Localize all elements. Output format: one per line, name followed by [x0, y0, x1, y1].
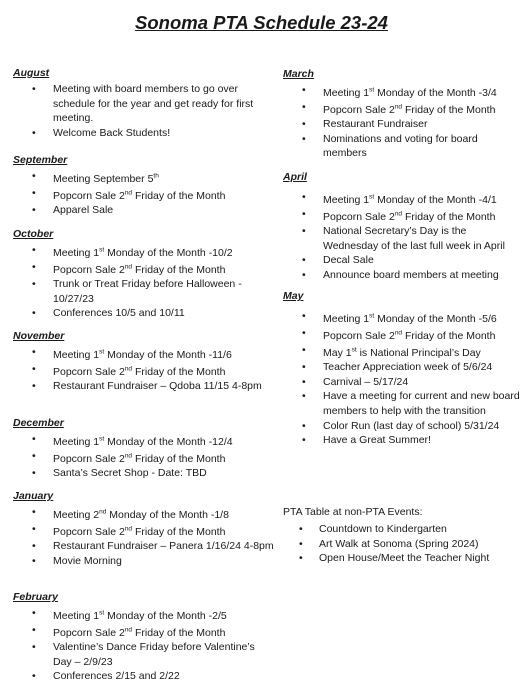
- item-list: [13, 505, 275, 568]
- item-text: Open House/Meet the Teacher Night: [319, 552, 490, 565]
- bullet-icon: •: [299, 537, 303, 550]
- bullet-icon: •: [32, 554, 36, 567]
- bullet-icon: •: [32, 126, 36, 139]
- list-item: [13, 345, 275, 362]
- item-text: May 1st is National Principal’s Day: [323, 346, 481, 359]
- item-text: Popcorn Sale 2nd Friday of the Month: [323, 103, 496, 116]
- bullet-icon: •: [302, 419, 306, 432]
- list-item: [13, 260, 275, 277]
- section-march: [283, 68, 521, 161]
- month-heading: September: [13, 154, 68, 166]
- list-item: [283, 419, 521, 434]
- list-item: [13, 606, 275, 623]
- list-item: [13, 669, 275, 684]
- item-text: Apparel Sale: [53, 204, 114, 217]
- bullet-icon: •: [302, 118, 306, 131]
- item-text: Welcome Back Students!: [53, 126, 171, 139]
- bullet-icon: •: [32, 624, 36, 637]
- bullet-icon: •: [299, 552, 303, 565]
- list-item: [13, 379, 275, 394]
- item-text: Trunk or Treat Friday before Halloween - 10/27/23: [53, 278, 242, 305]
- list-item: [283, 433, 521, 448]
- item-text: Meeting 1st Monday of the Month -2/5: [53, 609, 227, 622]
- section-february: [13, 591, 275, 684]
- list-item: [283, 100, 521, 117]
- list-item: [13, 640, 275, 669]
- bullet-icon: •: [32, 380, 36, 393]
- bullet-icon: •: [32, 467, 36, 480]
- section-november: [13, 330, 275, 394]
- list-item: [13, 554, 275, 569]
- list-item: [13, 126, 275, 141]
- list-item: [283, 253, 521, 268]
- bullet-icon: •: [302, 434, 306, 447]
- section-april: [283, 171, 521, 283]
- item-list: [283, 522, 521, 566]
- item-text: Popcorn Sale 2nd Friday of the Month: [53, 189, 226, 202]
- list-item: [283, 224, 521, 253]
- bullet-icon: •: [32, 607, 36, 619]
- list-item: [283, 268, 521, 283]
- item-text: Meeting 1st Monday of the Month -4/1: [323, 193, 497, 206]
- bullet-icon: •: [302, 327, 306, 340]
- item-text: Meeting 1st Monday of the Month -12/4: [53, 435, 233, 448]
- month-heading: April: [283, 171, 307, 183]
- bullet-icon: •: [302, 101, 306, 114]
- item-text: Teacher Appreciation week of 5/6/24: [323, 361, 493, 374]
- bullet-icon: •: [32, 363, 36, 376]
- item-list: [13, 432, 275, 481]
- month-heading: October: [13, 228, 54, 240]
- bullet-icon: •: [302, 225, 306, 238]
- list-item: [283, 117, 521, 132]
- list-item: [13, 505, 275, 522]
- item-list: [13, 606, 275, 684]
- item-text: Popcorn Sale 2nd Friday of the Month: [53, 452, 226, 465]
- item-text: Conferences 2/15 and 2/22: [53, 670, 180, 683]
- item-text: Santa’s Secret Shop - Date: TBD: [53, 467, 207, 480]
- list-item: [13, 277, 275, 306]
- list-item: [283, 375, 521, 390]
- item-text: Movie Morning: [53, 554, 122, 567]
- bullet-icon: •: [302, 84, 306, 96]
- list-item: [283, 83, 521, 100]
- bullet-icon: •: [32, 346, 36, 358]
- list-item: [283, 326, 521, 343]
- item-text: Color Run (last day of school) 5/31/24: [323, 419, 500, 432]
- item-text: Art Walk at Sonoma (Spring 2024): [319, 537, 479, 550]
- bullet-icon: •: [302, 268, 306, 281]
- list-item: [283, 190, 521, 207]
- list-item: [13, 203, 275, 218]
- item-list: [13, 345, 275, 394]
- item-text: Have a meeting for current and new board members to help with the transition: [323, 390, 520, 418]
- item-text: Meeting 1st Monday of the Month -11/6: [53, 348, 232, 361]
- section-january: [13, 490, 275, 568]
- month-heading: March: [283, 68, 314, 80]
- section-december: [13, 417, 275, 481]
- item-list: [283, 83, 521, 161]
- item-text: Restaurant Fundraiser: [323, 118, 428, 131]
- item-list: [13, 169, 275, 218]
- bullet-icon: •: [32, 83, 36, 95]
- bullet-icon: •: [32, 170, 36, 182]
- list-item: [283, 522, 521, 537]
- bullet-icon: •: [299, 523, 303, 535]
- section-september: [13, 154, 275, 218]
- list-item: [283, 207, 521, 224]
- list-item: [283, 360, 521, 375]
- item-list: [283, 309, 521, 448]
- list-item: [283, 537, 521, 552]
- month-heading: August: [13, 67, 50, 79]
- item-text: Meeting 1st Monday of the Month -5/6: [323, 312, 497, 325]
- list-item: [13, 449, 275, 466]
- bullet-icon: •: [302, 132, 306, 145]
- bullet-icon: •: [32, 307, 36, 320]
- bullet-icon: •: [32, 187, 36, 200]
- month-heading: December: [13, 417, 64, 429]
- item-text: Popcorn Sale 2nd Friday of the Month: [53, 263, 226, 276]
- item-text: Popcorn Sale 2nd Friday of the Month: [53, 365, 226, 378]
- list-item: [13, 539, 275, 554]
- item-text: National Secretary’s Day is the Wednesday of the last full week in April: [323, 225, 505, 252]
- list-item: [283, 343, 521, 360]
- item-text: Decal Sale: [323, 254, 374, 267]
- item-list: [283, 190, 521, 283]
- item-text: Countdown to Kindergarten: [319, 523, 447, 535]
- section-may: [283, 290, 521, 448]
- bullet-icon: •: [32, 506, 36, 518]
- item-text: Popcorn Sale 2nd Friday of the Month: [53, 525, 226, 538]
- bullet-icon: •: [302, 310, 306, 322]
- section-october: [13, 228, 275, 321]
- item-text: Meeting September 5th: [53, 172, 159, 185]
- item-text: Announce board members at meeting: [323, 268, 499, 281]
- item-text: Meeting 1st Monday of the Month -10/2: [53, 246, 233, 259]
- month-heading: November: [13, 330, 65, 342]
- list-item: [13, 243, 275, 260]
- bullet-icon: •: [32, 433, 36, 445]
- section-august: [13, 67, 275, 140]
- month-heading: May: [283, 290, 304, 302]
- item-text: Meeting 1st Monday of the Month -3/4: [323, 86, 497, 99]
- bullet-icon: •: [302, 344, 306, 357]
- item-list: [13, 243, 275, 321]
- list-item: [283, 389, 521, 418]
- list-item: [283, 551, 521, 566]
- list-item: [13, 306, 275, 321]
- item-text: Have a Great Summer!: [323, 434, 431, 447]
- list-item: [13, 466, 275, 481]
- list-item: [13, 186, 275, 203]
- bullet-icon: •: [32, 204, 36, 217]
- bullet-icon: •: [32, 540, 36, 553]
- item-text: Meeting with board members to go over schedule for the year and get ready for first meeting.: [53, 83, 254, 125]
- bullet-icon: •: [32, 523, 36, 536]
- bullet-icon: •: [302, 254, 306, 267]
- item-text: Carnival – 5/17/24: [323, 375, 409, 388]
- list-item: [13, 623, 275, 640]
- bullet-icon: •: [302, 361, 306, 374]
- bullet-icon: •: [302, 208, 306, 221]
- list-item: [13, 432, 275, 449]
- bullet-icon: •: [302, 390, 306, 403]
- bullet-icon: •: [32, 641, 36, 654]
- item-list: [13, 82, 275, 140]
- month-heading: February: [13, 591, 58, 603]
- list-item: [13, 169, 275, 186]
- item-text: Meeting 2nd Monday of the Month -1/8: [53, 508, 229, 521]
- item-text: Popcorn Sale 2nd Friday of the Month: [53, 626, 226, 639]
- item-text: Popcorn Sale 2nd Friday of the Month: [323, 210, 496, 223]
- bullet-icon: •: [32, 670, 36, 683]
- item-text: Restaurant Fundraiser – Qdoba 11/15 4-8pm: [53, 380, 262, 393]
- list-item: [13, 362, 275, 379]
- list-item: [13, 522, 275, 539]
- section-non-pta-events: [283, 505, 521, 566]
- item-text: Popcorn Sale 2nd Friday of the Month: [323, 329, 496, 342]
- bullet-icon: •: [32, 261, 36, 274]
- bullet-icon: •: [302, 191, 306, 203]
- item-text: Conferences 10/5 and 10/11: [53, 307, 185, 320]
- bullet-icon: •: [32, 278, 36, 291]
- bullet-icon: •: [32, 244, 36, 256]
- list-item: [13, 82, 275, 126]
- bullet-icon: •: [302, 375, 306, 388]
- month-heading: January: [13, 490, 54, 502]
- bullet-icon: •: [32, 450, 36, 463]
- list-item: [283, 309, 521, 326]
- item-text: Nominations and voting for board members: [323, 132, 478, 160]
- list-item: [283, 132, 521, 161]
- item-text: Restaurant Fundraiser – Panera 1/16/24 4-8pm: [53, 540, 274, 553]
- page-title: Sonoma PTA Schedule 23-24: [135, 12, 388, 33]
- non-pta-events-title: PTA Table at non-PTA Events:: [283, 506, 423, 518]
- item-text: Valentine’s Dance Friday before Valentine’s Day – 2/9/23: [53, 641, 255, 668]
